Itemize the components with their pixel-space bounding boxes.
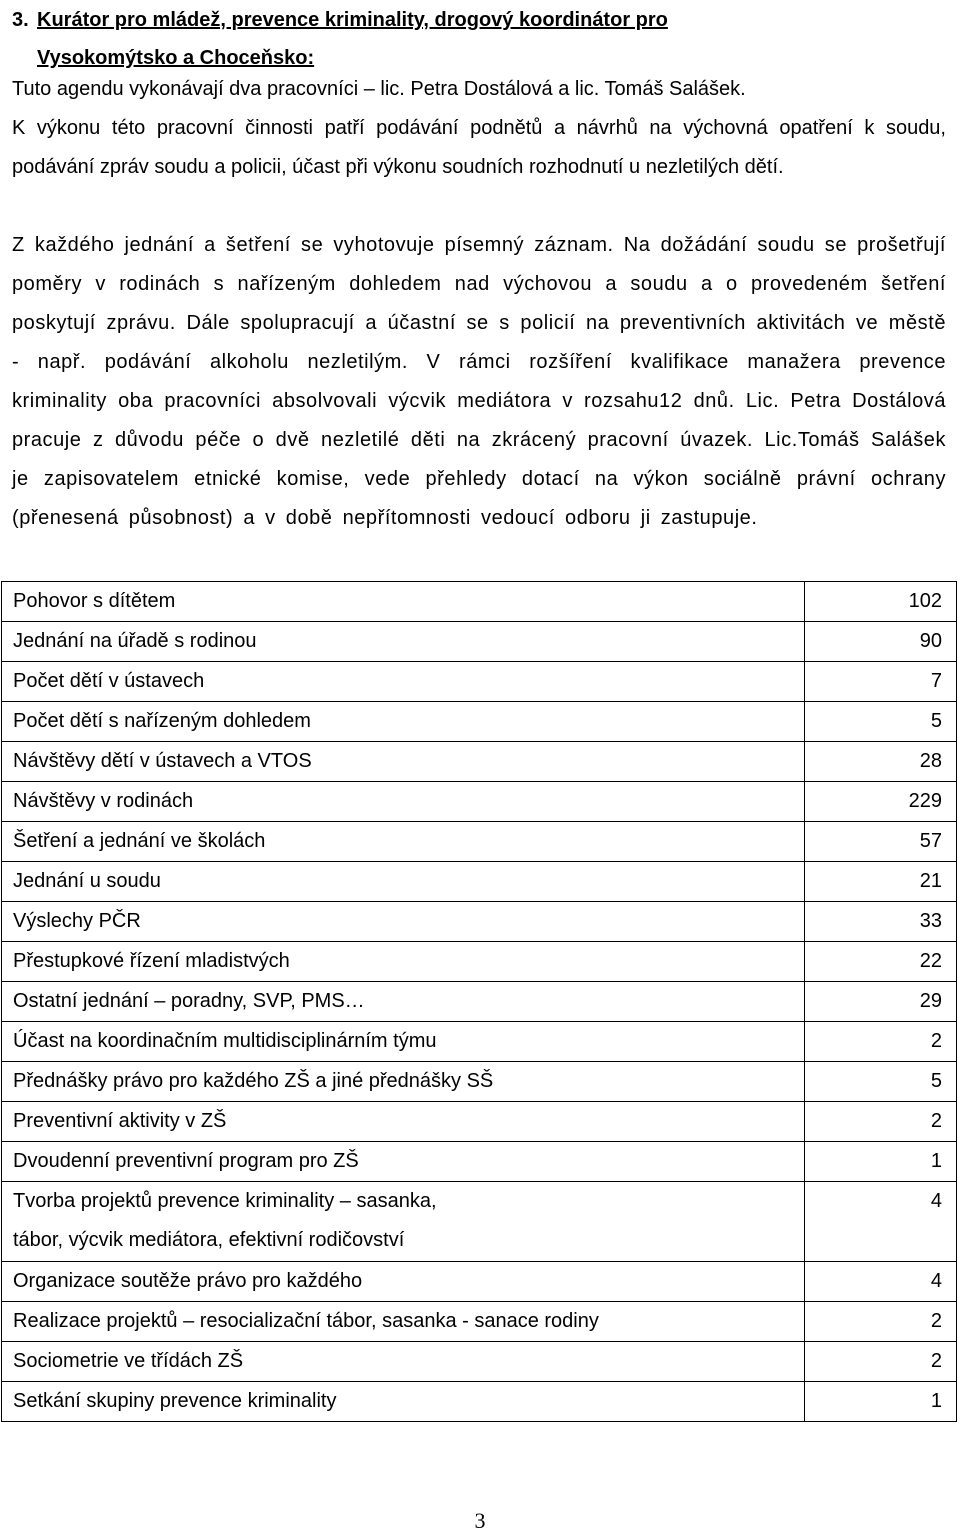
table-row (2, 1022, 957, 1062)
row-value: 33 (805, 902, 957, 942)
row-label: Počet dětí v ústavech (13, 670, 205, 692)
row-label-cell (2, 822, 805, 862)
row-label-cell (2, 1022, 805, 1062)
row-label: Účast na koordinačním multidisciplinárním týmu (13, 1030, 437, 1052)
row-label: Preventivní aktivity v ZŠ (13, 1110, 227, 1132)
table-row (2, 782, 957, 822)
row-label-cell (2, 942, 805, 982)
section-title-line-1: Kurátor pro mládež, prevence kriminality, drogový koordinátor pro (37, 9, 668, 31)
table-row (2, 662, 957, 702)
row-value: 2 (805, 1302, 957, 1342)
table-row (2, 822, 957, 862)
row-label-cell (2, 622, 805, 662)
row-value: 90 (805, 622, 957, 662)
table-row (2, 982, 957, 1022)
row-value: 1 (805, 1382, 957, 1422)
row-label-cell (2, 582, 805, 622)
table-row (2, 862, 957, 902)
table-row (2, 902, 957, 942)
table-row (2, 622, 957, 662)
row-label-continued: tábor, výcvik mediátora, efektivní rodičovství (13, 1229, 405, 1251)
section-title-line-2: Vysokomýtsko a Choceňsko: (37, 47, 315, 69)
row-label-cell (2, 1102, 805, 1142)
table-row (2, 582, 957, 622)
paragraph-staff: Tuto agendu vykonávají dva pracovníci – lic. Petra Dostálová a lic. Tomáš Salášek. (12, 78, 746, 100)
row-value: 29 (805, 982, 957, 1022)
row-label-cell (2, 1342, 805, 1382)
row-label: Jednání u soudu (13, 870, 161, 892)
row-label-cell (2, 1382, 805, 1422)
row-label: Realizace projektů – resocializační tábor, sasanka - sanace rodiny (13, 1310, 599, 1332)
row-label: Návštěvy v rodinách (13, 790, 194, 812)
row-value: 1 (805, 1142, 957, 1182)
row-value: 2 (805, 1342, 957, 1382)
stats-table (1, 581, 957, 1422)
row-value: 57 (805, 822, 957, 862)
row-label: Počet dětí s nařízeným dohledem (13, 710, 311, 732)
row-label: Jednání na úřadě s rodinou (13, 630, 257, 652)
row-label: Návštěvy dětí v ústavech a VTOS (13, 750, 312, 772)
row-label: Přestupkové řízení mladistvých (13, 950, 290, 972)
table-row (2, 1102, 957, 1142)
row-label-cell (2, 1142, 805, 1182)
row-label: Organizace soutěže právo pro každého (13, 1270, 363, 1292)
row-value: 28 (805, 742, 957, 782)
row-label: Setkání skupiny prevence kriminality (13, 1390, 337, 1412)
row-label: Výslechy PČR (13, 910, 141, 932)
row-label: Šetření a jednání ve školách (13, 830, 266, 852)
row-value: 21 (805, 862, 957, 902)
row-label-cell (2, 1302, 805, 1342)
page-number: 3 (474, 1508, 486, 1533)
row-label-cell (2, 702, 805, 742)
row-value: 2 (805, 1102, 957, 1142)
table-row (2, 1382, 957, 1422)
row-value: 5 (805, 1062, 957, 1102)
table-row (2, 1302, 957, 1342)
row-value: 22 (805, 942, 957, 982)
row-value: 102 (805, 582, 957, 622)
table-row (2, 942, 957, 982)
section-number: 3. (12, 9, 29, 31)
row-value: 4 (805, 1262, 957, 1302)
row-label: Tvorba projektů prevence kriminality – sasanka, (13, 1190, 437, 1212)
paragraph-duties: K výkonu této pracovní činnosti patří podávání podnětů a návrhů na výchovná opatření k soudu, podávání zpráv soudu a policii, účast při výkonu soudních rozhodnutí u nezletilých dětí. (12, 117, 946, 178)
row-value: 4 (805, 1182, 957, 1262)
row-value: 2 (805, 1022, 957, 1062)
row-label-cell (2, 782, 805, 822)
table-row (2, 1062, 957, 1102)
section-heading (12, 1, 942, 77)
row-label-cell (2, 742, 805, 782)
row-label-cell (2, 862, 805, 902)
row-label: Přednášky právo pro každého ZŠ a jiné přednášky SŠ (13, 1070, 494, 1092)
paragraph-activities: Z každého jednání a šetření se vyhotovuje písemný záznam. Na dožádání soudu se prošetřují poměry v rodinách s nařízeným dohledem nad výchovou a soudu a o provedeném šetření poskytují zprávu. Dále spolupracují a účastní se s policií na preventivních aktivitách ve městě - např. podávání alkoholu nezletilým. V rámci rozšíření kvalifikace manažera prevence kriminality oba pracovníci absolvovali výcvik mediátora v rozsahu12 dnů. Lic. Petra Dostálová pracuje z důvodu péče o dvě nezletilé děti na zkrácený pracovní úvazek. Lic.Tomáš Salášek je zapisovatelem etnické komise, vede přehledy dotací na výkon sociálně právní ochrany (přenesená působnost) a v době nepřítomnosti vedoucí odboru ji zastupuje. (12, 234, 946, 529)
row-label-cell (2, 1182, 805, 1262)
table-row (2, 1342, 957, 1382)
row-label-cell (2, 1062, 805, 1102)
table-row (2, 702, 957, 742)
table-row (2, 1142, 957, 1182)
row-label-cell (2, 1262, 805, 1302)
row-label-cell (2, 662, 805, 702)
row-value: 229 (805, 782, 957, 822)
row-value: 5 (805, 702, 957, 742)
table-row (2, 742, 957, 782)
row-value: 7 (805, 662, 957, 702)
row-label: Sociometrie ve třídách ZŠ (13, 1350, 244, 1372)
row-label-cell (2, 982, 805, 1022)
row-label: Dvoudenní preventivní program pro ZŠ (13, 1150, 359, 1172)
row-label-cell (2, 902, 805, 942)
row-label: Ostatní jednání – poradny, SVP, PMS… (13, 990, 365, 1012)
row-label: Pohovor s dítětem (13, 590, 176, 612)
table-row (2, 1262, 957, 1302)
table-row (2, 1182, 957, 1262)
